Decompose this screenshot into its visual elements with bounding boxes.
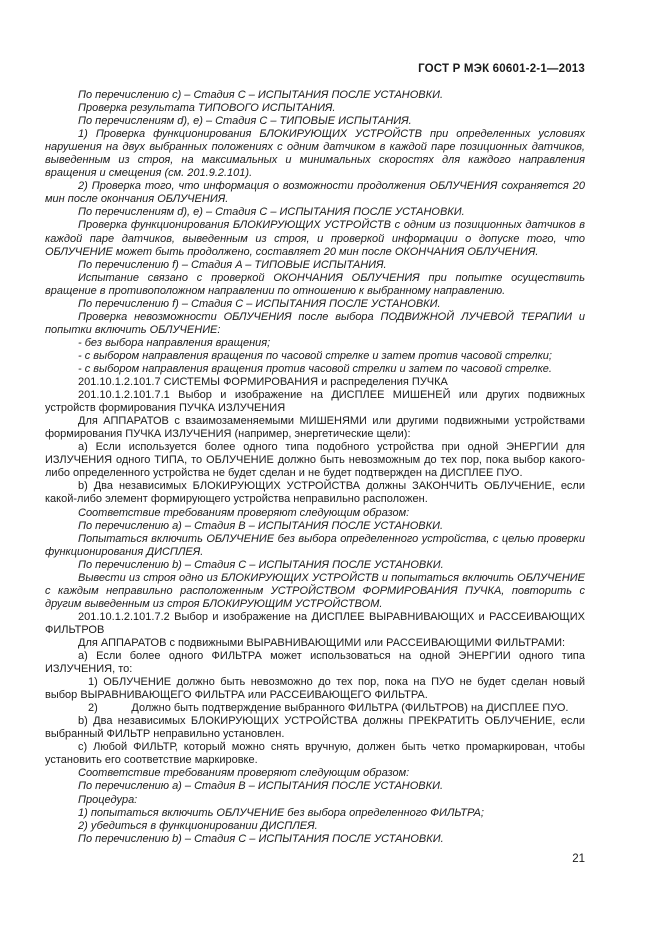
list-item: - без выбора направления вращения; — [78, 336, 271, 349]
list-item: - с выбором направления вращения против часовой стрелки и затем по часовой стрелке. — [78, 362, 552, 375]
paragraph: По перечислению c) – Стадия C – ИСПЫТАНИЯ ПОСЛЕ УСТАНОВКИ. — [78, 89, 444, 101]
paragraph: b) Два независимых БЛОКИРУЮЩИХ УСТРОЙСТВА должны ПРЕКРАТИТЬ ОБЛУЧЕНИЕ, если выбранный ФИЛЬТР неправильно установлен. — [45, 715, 585, 741]
paragraph: Для АППАРАТОВ с подвижными ВЫРАВНИВАЮЩИМИ или РАССЕИВАЮЩИМИ ФИЛЬТРАМИ: — [78, 636, 566, 649]
paragraph: Соответствие требованиям проверяют следующим образом: — [78, 767, 410, 780]
standard-number-header: ГОСТ Р МЭК 60601-2-1—2013 — [418, 63, 585, 75]
list-item: 1) попытаться включить ОБЛУЧЕНИЕ без выбора определенного ФИЛЬТРА; — [78, 806, 484, 819]
paragraph: По перечислению f) – Стадия A – ТИПОВЫЕ ИСПЫТАНИЯ. — [78, 258, 387, 271]
paragraph: Для АППАРАТОВ с взаимозаменяемыми МИШЕНЯМИ или другими подвижными устройствами формирования ПУЧКА ИЗЛУЧЕНИЯ (например, энергетические щели): — [45, 415, 585, 441]
paragraph: b) Два независимых БЛОКИРУЮЩИХ УСТРОЙСТВА должны ЗАКОНЧИТЬ ОБЛУЧЕНИЕ, если какой-либо элемент формирующего устройства неправильно расположен. — [45, 480, 585, 506]
paragraph: По перечислениям d), e) – Стадия C – ИСПЫТАНИЯ ПОСЛЕ УСТАНОВКИ. — [78, 206, 465, 219]
paragraph: c) Любой ФИЛЬТР, который можно снять вручную, должен быть четко промаркирован, чтобы установить его соответствие маркировке. — [45, 741, 585, 767]
paragraph: Соответствие требованиям проверяют следующим образом: — [78, 506, 410, 519]
paragraph: a) Если используется более одного типа подобного устройства при одной ЭНЕРГИИ для ИЗЛУЧЕНИЯ одного ТИПА, то ОБЛУЧЕНИЕ должно быть невозможным до тех пор, пока выбор какого-либо определенного устройства не будет сделан и не будет подтвержден на ДИСПЛЕЕ ПУО. — [45, 441, 585, 480]
paragraph: Проверка невозможности ОБЛУЧЕНИЯ после выбора ПОДВИЖНОЙ ЛУЧЕВОЙ ТЕРАПИИ и попытки включить ОБЛУЧЕНИЕ: — [45, 310, 585, 336]
section-heading: 201.10.1.2.101.7 СИСТЕМЫ ФОРМИРОВАНИЯ и распределения ПУЧКА — [78, 376, 448, 389]
document-body — [45, 89, 585, 846]
paragraph: a) Если более одного ФИЛЬТРА может использоваться на одной ЭНЕРГИИ одного типа ИЗЛУЧЕНИЯ, то: — [45, 650, 585, 676]
section-heading: 201.10.1.2.101.7.2 Выбор и изображение на ДИСПЛЕЕ ВЫРАВНИВАЮЩИХ и РАССЕИВАЮЩИХ ФИЛЬТРОВ — [45, 610, 585, 636]
section-heading: 201.10.1.2.101.7.1 Выбор и изображение на ДИСПЛЕЕ МИШЕНЕЙ или других подвижных устройств формирования ПУЧКА ИЗЛУЧЕНИЯ — [45, 389, 585, 415]
paragraph: 1) Проверка функционирования БЛОКИРУЮЩИХ УСТРОЙСТВ при определенных условиях нарушения на двух выбранных положениях с одним датчиком в каждой паре позиционных датчиков, выведенным из строя, на максимальных и минимальных скоростях для каждого направления вращения и смещения (см. 201.9.2.101). — [45, 128, 585, 180]
paragraph: Попытаться включить ОБЛУЧЕНИЕ без выбора определенного устройства, с целью проверки функционирования ДИСПЛЕЯ. — [45, 532, 585, 558]
paragraph: Проверка результата ТИПОВОГО ИСПЫТАНИЯ. — [78, 102, 336, 115]
list-item: 1) ОБЛУЧЕНИЕ должно быть невозможно до тех пор, пока на ПУО не будет сделан новый выбор ВЫРАВНИВАЮЩЕГО ФИЛЬТРА или РАССЕИВАЮЩЕГО ФИЛЬТРА. — [45, 676, 585, 702]
list-item: - с выбором направления вращения по часовой стрелке и затем против часовой стрелки; — [78, 349, 552, 362]
paragraph: Испытание связано с проверкой ОКОНЧАНИЯ ОБЛУЧЕНИЯ при попытке осуществить вращение в противоположном направлении по отношению к выбранному направлению. — [45, 271, 585, 297]
paragraph: Вывести из строя одно из БЛОКИРУЮЩИХ УСТРОЙСТВ и попытаться включить ОБЛУЧЕНИЕ с каждым неправильно расположенным УСТРОЙСТВОМ ФОРМИРОВАНИЯ ПУЧКА, повторить с другим выведенным из строя БЛОКИРУЮЩИМ УСТРОЙСТВОМ. — [45, 571, 585, 610]
list-item: 2) Должно быть подтверждение выбранного ФИЛЬТРА (ФИЛЬТРОВ) на ДИСПЛЕЕ ПУО. — [88, 702, 569, 715]
paragraph: По перечислению b) – Стадия C – ИСПЫТАНИЯ ПОСЛЕ УСТАНОВКИ. — [78, 832, 444, 845]
paragraph: По перечислениям d), e) – Стадия C – ТИПОВЫЕ ИСПЫТАНИЯ. — [78, 115, 412, 128]
paragraph: По перечислению f) – Стадия C – ИСПЫТАНИЯ ПОСЛЕ УСТАНОВКИ. — [78, 297, 441, 310]
paragraph: По перечислению a) – Стадия B – ИСПЫТАНИЯ ПОСЛЕ УСТАНОВКИ. — [78, 780, 444, 793]
paragraph: Проверка функционирования БЛОКИРУЮЩИХ УСТРОЙСТВ с одним из позиционных датчиков в каждой паре датчиков, выведенным из строя, и проверкой информации о допуске того, что ОБЛУЧЕНИЕ может быть продолжено, составляет 20 мин после ОКОНЧАНИЯ ОБЛУЧЕНИЯ. — [45, 219, 585, 258]
paragraph: Процедура: — [78, 793, 138, 806]
paragraph: По перечислению a) – Стадия B – ИСПЫТАНИЯ ПОСЛЕ УСТАНОВКИ. — [78, 519, 444, 532]
paragraph: По перечислению b) – Стадия C – ИСПЫТАНИЯ ПОСЛЕ УСТАНОВКИ. — [78, 558, 444, 571]
page-number: 21 — [572, 853, 585, 865]
list-item: 2) убедиться в функционировании ДИСПЛЕЯ. — [78, 819, 318, 832]
paragraph: 2) Проверка того, что информация о возможности продолжения ОБЛУЧЕНИЯ сохраняется 20 мин после окончания ОБЛУЧЕНИЯ. — [45, 180, 585, 206]
